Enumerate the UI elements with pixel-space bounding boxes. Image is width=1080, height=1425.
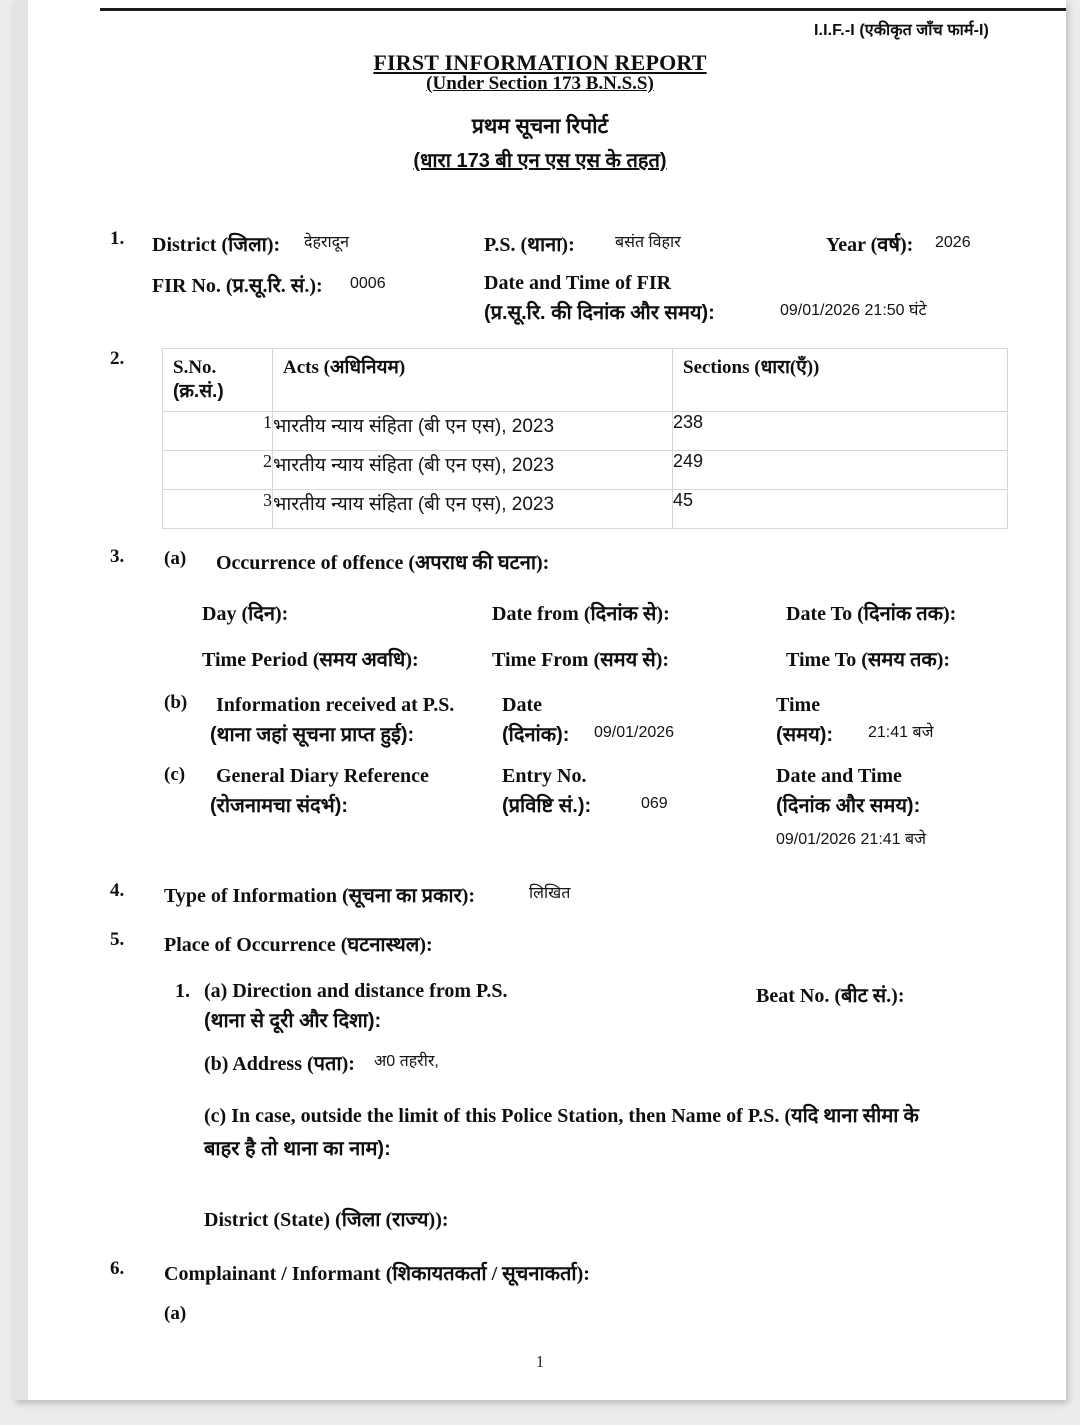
row-act: भारतीय न्याय संहिता (बी एन एस), 2023 (273, 490, 673, 529)
acts-sections-table (162, 348, 1008, 529)
fir-number-value: 0006 (350, 275, 386, 292)
header-top-rule (100, 8, 1066, 11)
section-3c-marker: (c) (164, 764, 186, 785)
table-header-row (163, 349, 1008, 412)
section-4-number: 4. (110, 880, 125, 901)
address-label: (b) Address (पता): (204, 1053, 355, 1075)
district-state-label: District (State) (जिला (राज्य)): (204, 1209, 449, 1231)
address-value: अ0 तहरीर, (374, 1053, 439, 1070)
entry-no-label-hi: (प्रविष्टि सं.): (502, 795, 592, 817)
day-label: Day (दिन): (202, 603, 289, 625)
direction-distance-label-en: (a) Direction and distance from P.S. (204, 980, 508, 1002)
gd-datetime-value: 09/01/2026 21:41 बजे (776, 831, 927, 848)
table-header-sections (673, 349, 1008, 412)
table-row (163, 490, 1008, 529)
outside-limit-label-line2: बाहर है तो थाना का नाम): (204, 1138, 391, 1160)
table-header-sno-hi: (क्र.सं.) (173, 380, 224, 402)
info-received-time-label-hi: (समय): (776, 724, 834, 746)
district-value: देहरादून (304, 234, 350, 251)
row-sno: 2 (163, 451, 273, 490)
gd-datetime-label-hi: (दिनांक और समय): (776, 795, 921, 817)
type-of-information-value: लिखित (529, 885, 571, 902)
table-header-sno-en: S.No. (173, 357, 217, 378)
table-row (163, 451, 1008, 490)
info-received-date-label-hi: (दिनांक): (502, 724, 570, 746)
general-diary-label-en: General Diary Reference (216, 765, 429, 787)
section-3-number: 3. (110, 546, 125, 567)
report-subtitle-english: (Under Section 173 B.N.S.S) (426, 73, 654, 94)
table-header-sno (163, 349, 273, 412)
direction-distance-label-hi: (थाना से दूरी और दिशा): (204, 1010, 382, 1032)
page-left-margin-strip (14, 0, 28, 1400)
type-of-information-label: Type of Information (सूचना का प्रकार): (164, 885, 476, 907)
general-diary-label-hi: (रोजनामचा संदर्भ): (210, 795, 349, 817)
info-received-label-hi: (थाना जहां सूचना प्राप्त हुई): (210, 724, 415, 746)
fir-number-label: FIR No. (प्र.सू.रि. सं.): (152, 275, 323, 297)
section-3a-marker: (a) (164, 548, 187, 569)
report-subtitle-hindi: (धारा 173 बी एन एस एस के तहत) (413, 150, 667, 172)
entry-no-value: 069 (641, 795, 668, 812)
fir-datetime-label-hi: (प्र.सू.रि. की दिनांक और समय): (484, 302, 715, 324)
year-value: 2026 (935, 234, 971, 251)
time-period-label: Time Period (समय अवधि): (202, 649, 419, 671)
info-received-label-en: Information received at P.S. (216, 694, 455, 716)
time-from-label: Time From (समय से): (492, 649, 670, 671)
row-section: 249 (673, 451, 1008, 490)
occurrence-of-offence-title: Occurrence of offence (अपराध की घटना): (216, 552, 550, 574)
row-section: 238 (673, 412, 1008, 451)
place-of-occurrence-title: Place of Occurrence (घटनास्थल): (164, 934, 433, 956)
section-6-number: 6. (110, 1258, 125, 1279)
table-row (163, 412, 1008, 451)
section-6a-marker: (a) (164, 1303, 187, 1324)
police-station-label: P.S. (थाना): (484, 234, 575, 256)
fir-document-page (14, 0, 1066, 1400)
report-title-english: FIRST INFORMATION REPORT (373, 50, 707, 75)
page-number: 1 (535, 1352, 545, 1371)
section-5-number: 5. (110, 929, 125, 950)
district-label: District (जिला): (152, 234, 281, 256)
year-label: Year (वर्ष): (826, 234, 914, 256)
date-to-label: Date To (दिनांक तक): (786, 603, 957, 625)
row-sno: 1 (163, 412, 273, 451)
outside-limit-label-line1: (c) In case, outside the limit of this Police Station, then Name of P.S. (यदि थाना सीमा के (204, 1105, 919, 1127)
complainant-informant-title: Complainant / Informant (शिकायतकर्ता / सूचनाकर्ता): (164, 1263, 590, 1285)
gd-datetime-label-en: Date and Time (776, 765, 902, 787)
row-sno: 3 (163, 490, 273, 529)
form-code-label: I.I.F.-I (एकीकृत जाँच फार्म-I) (814, 22, 989, 39)
report-title-hindi: प्रथम सूचना रिपोर्ट (471, 115, 609, 138)
row-act: भारतीय न्याय संहिता (बी एन एस), 2023 (273, 451, 673, 490)
place-item-number: 1. (175, 980, 190, 1002)
entry-no-label-en: Entry No. (502, 765, 587, 787)
info-received-time-label-en: Time (776, 694, 821, 716)
info-received-date-value: 09/01/2026 (594, 724, 675, 741)
row-section: 45 (673, 490, 1008, 529)
beat-no-label: Beat No. (बीट सं.): (756, 985, 905, 1007)
table-header-acts (273, 349, 673, 412)
section-1-number: 1. (110, 228, 125, 249)
row-act: भारतीय न्याय संहिता (बी एन एस), 2023 (273, 412, 673, 451)
info-received-time-value: 21:41 बजे (868, 724, 934, 741)
info-received-date-label-en: Date (502, 694, 542, 716)
date-from-label: Date from (दिनांक से): (492, 603, 670, 625)
police-station-value: बसंत विहार (615, 234, 681, 251)
fir-datetime-label-en: Date and Time of FIR (484, 272, 672, 294)
table-header-acts-label: Acts (अधिनियम) (283, 357, 406, 378)
time-to-label: Time To (समय तक): (786, 649, 951, 671)
fir-datetime-value: 09/01/2026 21:50 घंटे (780, 302, 927, 319)
section-2-number: 2. (110, 348, 125, 369)
section-3b-marker: (b) (164, 692, 188, 713)
table-header-sections-label: Sections (धारा(एँ)) (683, 357, 820, 378)
